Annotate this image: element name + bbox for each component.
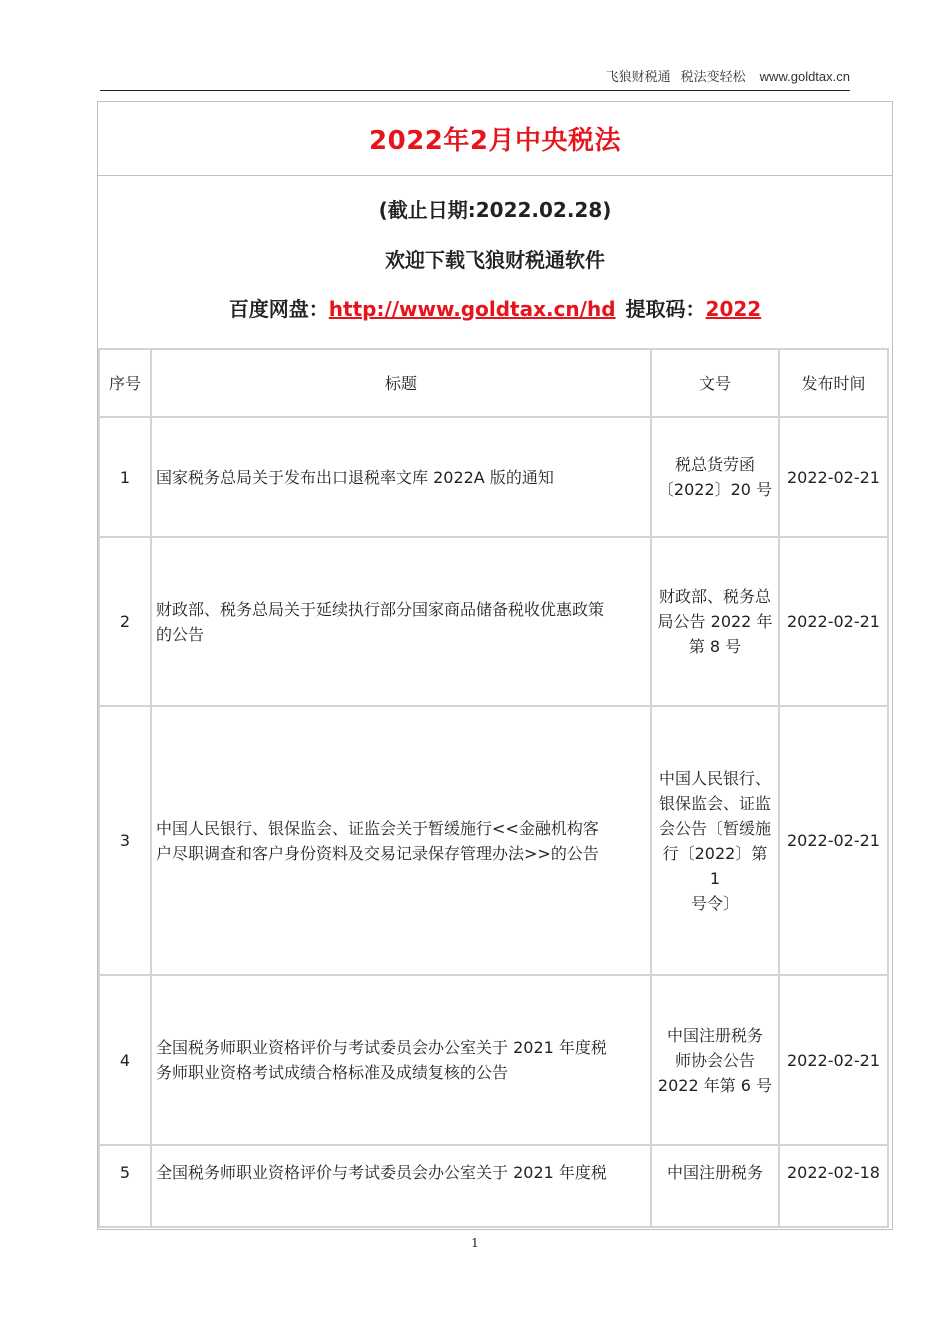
page-header (606, 66, 850, 85)
row-doc: 中国注册税务 (651, 1145, 779, 1227)
welcome-text: 欢迎下载飞狼财税通软件 (385, 248, 605, 272)
row-doc: 财政部、税务总 局公告 2022 年 第 8 号 (651, 537, 779, 706)
title-box (98, 102, 892, 176)
header-no: 序号 (99, 349, 151, 417)
row-doc: 中国人民银行、 银保监会、证监 会公告〔暂缓施 行〔2022〕第 1 号令〕 (651, 706, 779, 975)
row-no: 4 (99, 975, 151, 1145)
code-value: 2022 (705, 297, 762, 321)
header-site: www.goldtax.cn (759, 69, 850, 84)
row-no: 5 (99, 1145, 151, 1227)
header-doc: 文号 (651, 349, 779, 417)
row-date: 2022-02-21 (779, 706, 888, 975)
row-date: 2022-02-18 (779, 1145, 888, 1227)
row-title[interactable]: 财政部、税务总局关于延续执行部分国家商品储备税收优惠政策 的公告 (151, 537, 651, 706)
page-title: 2022年2月中央税法 (369, 126, 621, 156)
row-doc: 中国注册税务 师协会公告 2022 年第 6 号 (651, 975, 779, 1145)
regulation-table (98, 348, 889, 1228)
table-row (99, 706, 888, 975)
header-brand: 飞狼财税通 (605, 70, 671, 85)
header-title: 标题 (151, 349, 651, 417)
page-number: 1 (471, 1236, 479, 1250)
cutoff-date: (截止日期:2022.02.28) (378, 198, 612, 222)
pan-label: 百度网盘： (228, 297, 329, 321)
info-box (98, 176, 892, 348)
row-title[interactable]: 全国税务师职业资格评价与考试委员会办公室关于 2021 年度税 (151, 1145, 651, 1227)
row-date: 2022-02-21 (779, 417, 888, 537)
header-rule (100, 90, 850, 91)
row-date: 2022-02-21 (779, 975, 888, 1145)
document-frame (97, 101, 893, 1230)
row-no: 2 (99, 537, 151, 706)
row-date: 2022-02-21 (779, 537, 888, 706)
table-row (99, 537, 888, 706)
code-label: 提取码： (625, 297, 706, 321)
row-no: 3 (99, 706, 151, 975)
row-title[interactable]: 国家税务总局关于发布出口退税率文库 2022A 版的通知 (151, 417, 651, 537)
row-no: 1 (99, 417, 151, 537)
row-title[interactable]: 全国税务师职业资格评价与考试委员会办公室关于 2021 年度税 务师职业资格考试成绩合格标准及成绩复核的公告 (151, 975, 651, 1145)
row-title[interactable]: 中国人民银行、银保监会、证监会关于暂缓施行<<金融机构客 户尽职调查和客户身份资料及交易记录保存管理办法>>的公告 (151, 706, 651, 975)
pan-link[interactable]: http://www.goldtax.cn/hd (328, 297, 616, 321)
table-header-row (99, 349, 888, 417)
row-doc: 税总货劳函 〔2022〕20 号 (651, 417, 779, 537)
table-row (99, 975, 888, 1145)
header-slogan: 税法变轻松 (680, 70, 746, 85)
download-line (98, 293, 892, 322)
header-date: 发布时间 (779, 349, 888, 417)
table-row (99, 417, 888, 537)
table-row (99, 1145, 888, 1227)
